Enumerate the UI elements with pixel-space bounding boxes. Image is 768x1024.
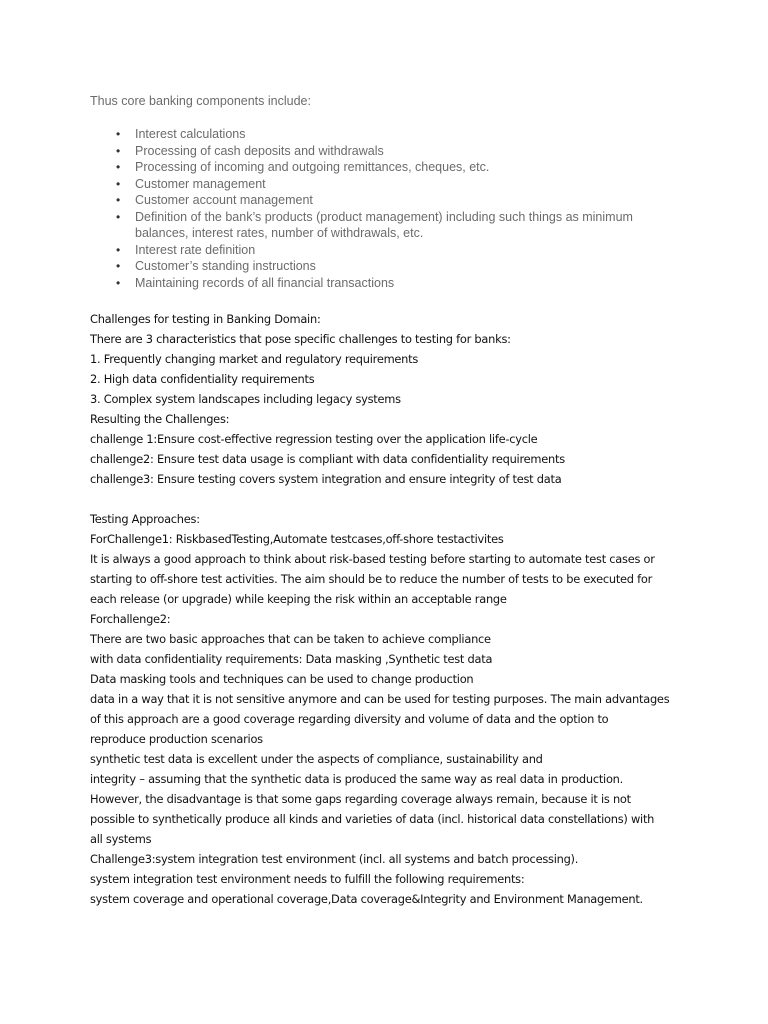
approach-line: reproduce production scenarios: [90, 732, 263, 746]
resulting-challenge: challenge3: Ensure testing covers system integration and ensure integrity of test data: [90, 472, 562, 486]
resulting-heading: Resulting the Challenges:: [90, 412, 230, 426]
approach-line: ForChallenge1: RiskbasedTesting,Automate testcases,off-shore testactivites: [90, 532, 504, 546]
approach-line: Forchallenge2:: [90, 612, 171, 626]
approaches-heading: Testing Approaches:: [90, 512, 200, 526]
bullet-icon: •: [116, 176, 121, 191]
bullet-icon: •: [116, 259, 121, 273]
list-item: • Processing of cash deposits and withdrawals: [116, 143, 384, 158]
approach-line: possible to synthetically produce all kinds and varieties of data (incl. historical data constellations) with: [90, 812, 655, 826]
list-item: • Maintaining records of all financial transactions: [116, 275, 395, 290]
list-item: • Interest calculations: [116, 127, 246, 141]
approach-line: data in a way that it is not sensitive anymore and can be used for testing purposes. The main advantages: [90, 692, 670, 706]
challenge-characteristic: 1. Frequently changing market and regulatory requirements: [90, 352, 419, 366]
list-item: • Processing of incoming and outgoing remittances, cheques, etc.: [116, 160, 490, 174]
challenge-characteristic: 3. Complex system landscapes including legacy systems: [90, 392, 401, 406]
list-item: • Customer account management: [116, 193, 313, 207]
approach-line: of this approach are a good coverage regarding diversity and volume of data and the option to: [90, 712, 609, 726]
approach-line: It is always a good approach to think about risk-based testing before starting to automate test cases or: [90, 552, 655, 566]
challenges-heading: Challenges for testing in Banking Domain:: [90, 312, 321, 326]
approach-line: system integration test environment needs to fulfill the following requirements:: [90, 872, 525, 886]
resulting-challenge: challenge2: Ensure test data usage is compliant with data confidentiality requirements: [90, 452, 565, 466]
list-item: • Customer management: [116, 176, 266, 191]
approach-line: Data masking tools and techniques can be used to change production: [90, 672, 474, 686]
body-text: [90, 309, 690, 909]
approach-line: all systems: [90, 832, 152, 846]
approach-line: However, the disadvantage is that some gaps regarding coverage always remain, because it is not: [90, 792, 631, 806]
approach-line: with data confidentiality requirements: Data masking ,Synthetic test data: [90, 652, 493, 666]
bullet-icon: •: [116, 193, 121, 207]
bullet-icon: •: [116, 127, 121, 141]
challenge-characteristic: 2. High data confidentiality requirements: [90, 372, 315, 386]
approach-line: system coverage and operational coverage,Data coverage&Integrity and Environment Management.: [90, 892, 643, 906]
bullet-icon: •: [116, 209, 121, 224]
resulting-challenge: challenge 1:Ensure cost-effective regression testing over the application life-cycle: [90, 432, 538, 446]
list-item: • Definition of the bank’s products (product management) including such things as minimum balances, interest rates, number of withdrawals, etc.: [116, 209, 633, 240]
bullet-icon: •: [116, 275, 121, 290]
spacer: [90, 489, 690, 509]
components-list: [90, 126, 650, 291]
list-item: • Interest rate definition: [116, 242, 256, 257]
list-item: • Customer’s standing instructions: [116, 259, 316, 273]
intro-text: Thus core banking components include:: [90, 94, 311, 108]
bullet-icon: •: [116, 160, 121, 174]
bullet-icon: •: [116, 143, 121, 158]
approach-line: There are two basic approaches that can be taken to achieve compliance: [90, 632, 491, 646]
approach-line: each release (or upgrade) while keeping the risk within an acceptable range: [90, 592, 507, 606]
approach-line: starting to off-shore test activities. The aim should be to reduce the number of tests to be executed for: [90, 572, 653, 586]
approach-line: synthetic test data is excellent under the aspects of compliance, sustainability and: [90, 752, 543, 766]
approach-line: Challenge3:system integration test environment (incl. all systems and batch processing).: [90, 852, 579, 866]
approach-line: integrity – assuming that the synthetic data is produced the same way as real data in production.: [90, 772, 624, 786]
challenges-intro: There are 3 characteristics that pose specific challenges to testing for banks:: [90, 332, 511, 346]
bullet-icon: •: [116, 242, 121, 257]
